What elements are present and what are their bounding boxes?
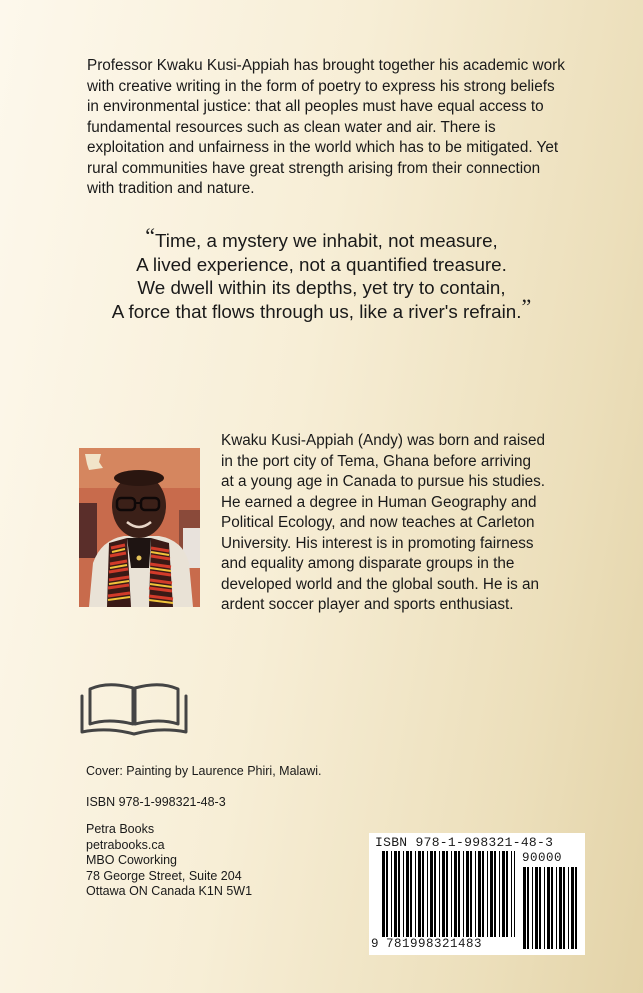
- publisher-website: petrabooks.ca: [86, 837, 165, 852]
- barcode-addon-digits: 90000: [522, 851, 563, 865]
- cover-credit: Cover: Painting by Laurence Phiri, Malawi.: [86, 764, 322, 778]
- barcode-lead-digit: 9: [371, 937, 380, 951]
- poem-line-1: “Time, a mystery we inhabit, not measure,: [145, 223, 498, 251]
- barcode-isbn-label: ISBN 978-1-998321-48-3: [375, 835, 554, 850]
- open-book-icon: [78, 680, 190, 740]
- publisher-office: MBO Coworking: [86, 853, 177, 867]
- publisher-city: Ottawa ON Canada K1N 5W1: [86, 884, 253, 898]
- isbn-text: ISBN 978-1-998321-48-3: [86, 795, 226, 809]
- author-photo: [79, 448, 200, 607]
- close-quote-mark: ”: [521, 293, 532, 319]
- isbn-barcode: [369, 833, 585, 955]
- publisher-address: [86, 822, 252, 900]
- poem-line-4: A force that flows through us, like a river's refrain.”: [111, 293, 532, 322]
- publisher-street: 78 George Street, Suite 204: [86, 868, 242, 883]
- barcode-digits: 781998321483: [386, 937, 483, 951]
- poem-line-3: We dwell within its depths, yet try to contain,: [137, 277, 506, 298]
- back-cover-blurb: Professor Kwaku Kusi-Appiah has brought together his academic work with creative writing in the form of poetry to express his strong beliefs in environmental justice: that all peoples must have equal access to fundamental resources such as clean water and air. There is exploitation and unfairness in the world which has to be mitigated. Yet rural communities have great strength arising from their connection with tradition and nature.: [87, 57, 565, 197]
- publisher-name: Petra Books: [86, 822, 155, 836]
- open-quote-mark: “: [145, 223, 156, 248]
- poem-line-2: A lived experience, not a quantified treasure.: [136, 253, 507, 275]
- poem-quote: [60, 223, 583, 323]
- author-bio: Kwaku Kusi-Appiah (Andy) was born and raised in the port city of Tema, Ghana before arriving at a young age in Canada to pursue his studies. He earned a degree in Human Geography and Political Ecology, and now teaches at Carleton University. His interest is in promoting fairness and equality among disparate groups in the developed world and the global south. He is an ardent soccer player and sports enthusiast.: [221, 432, 546, 613]
